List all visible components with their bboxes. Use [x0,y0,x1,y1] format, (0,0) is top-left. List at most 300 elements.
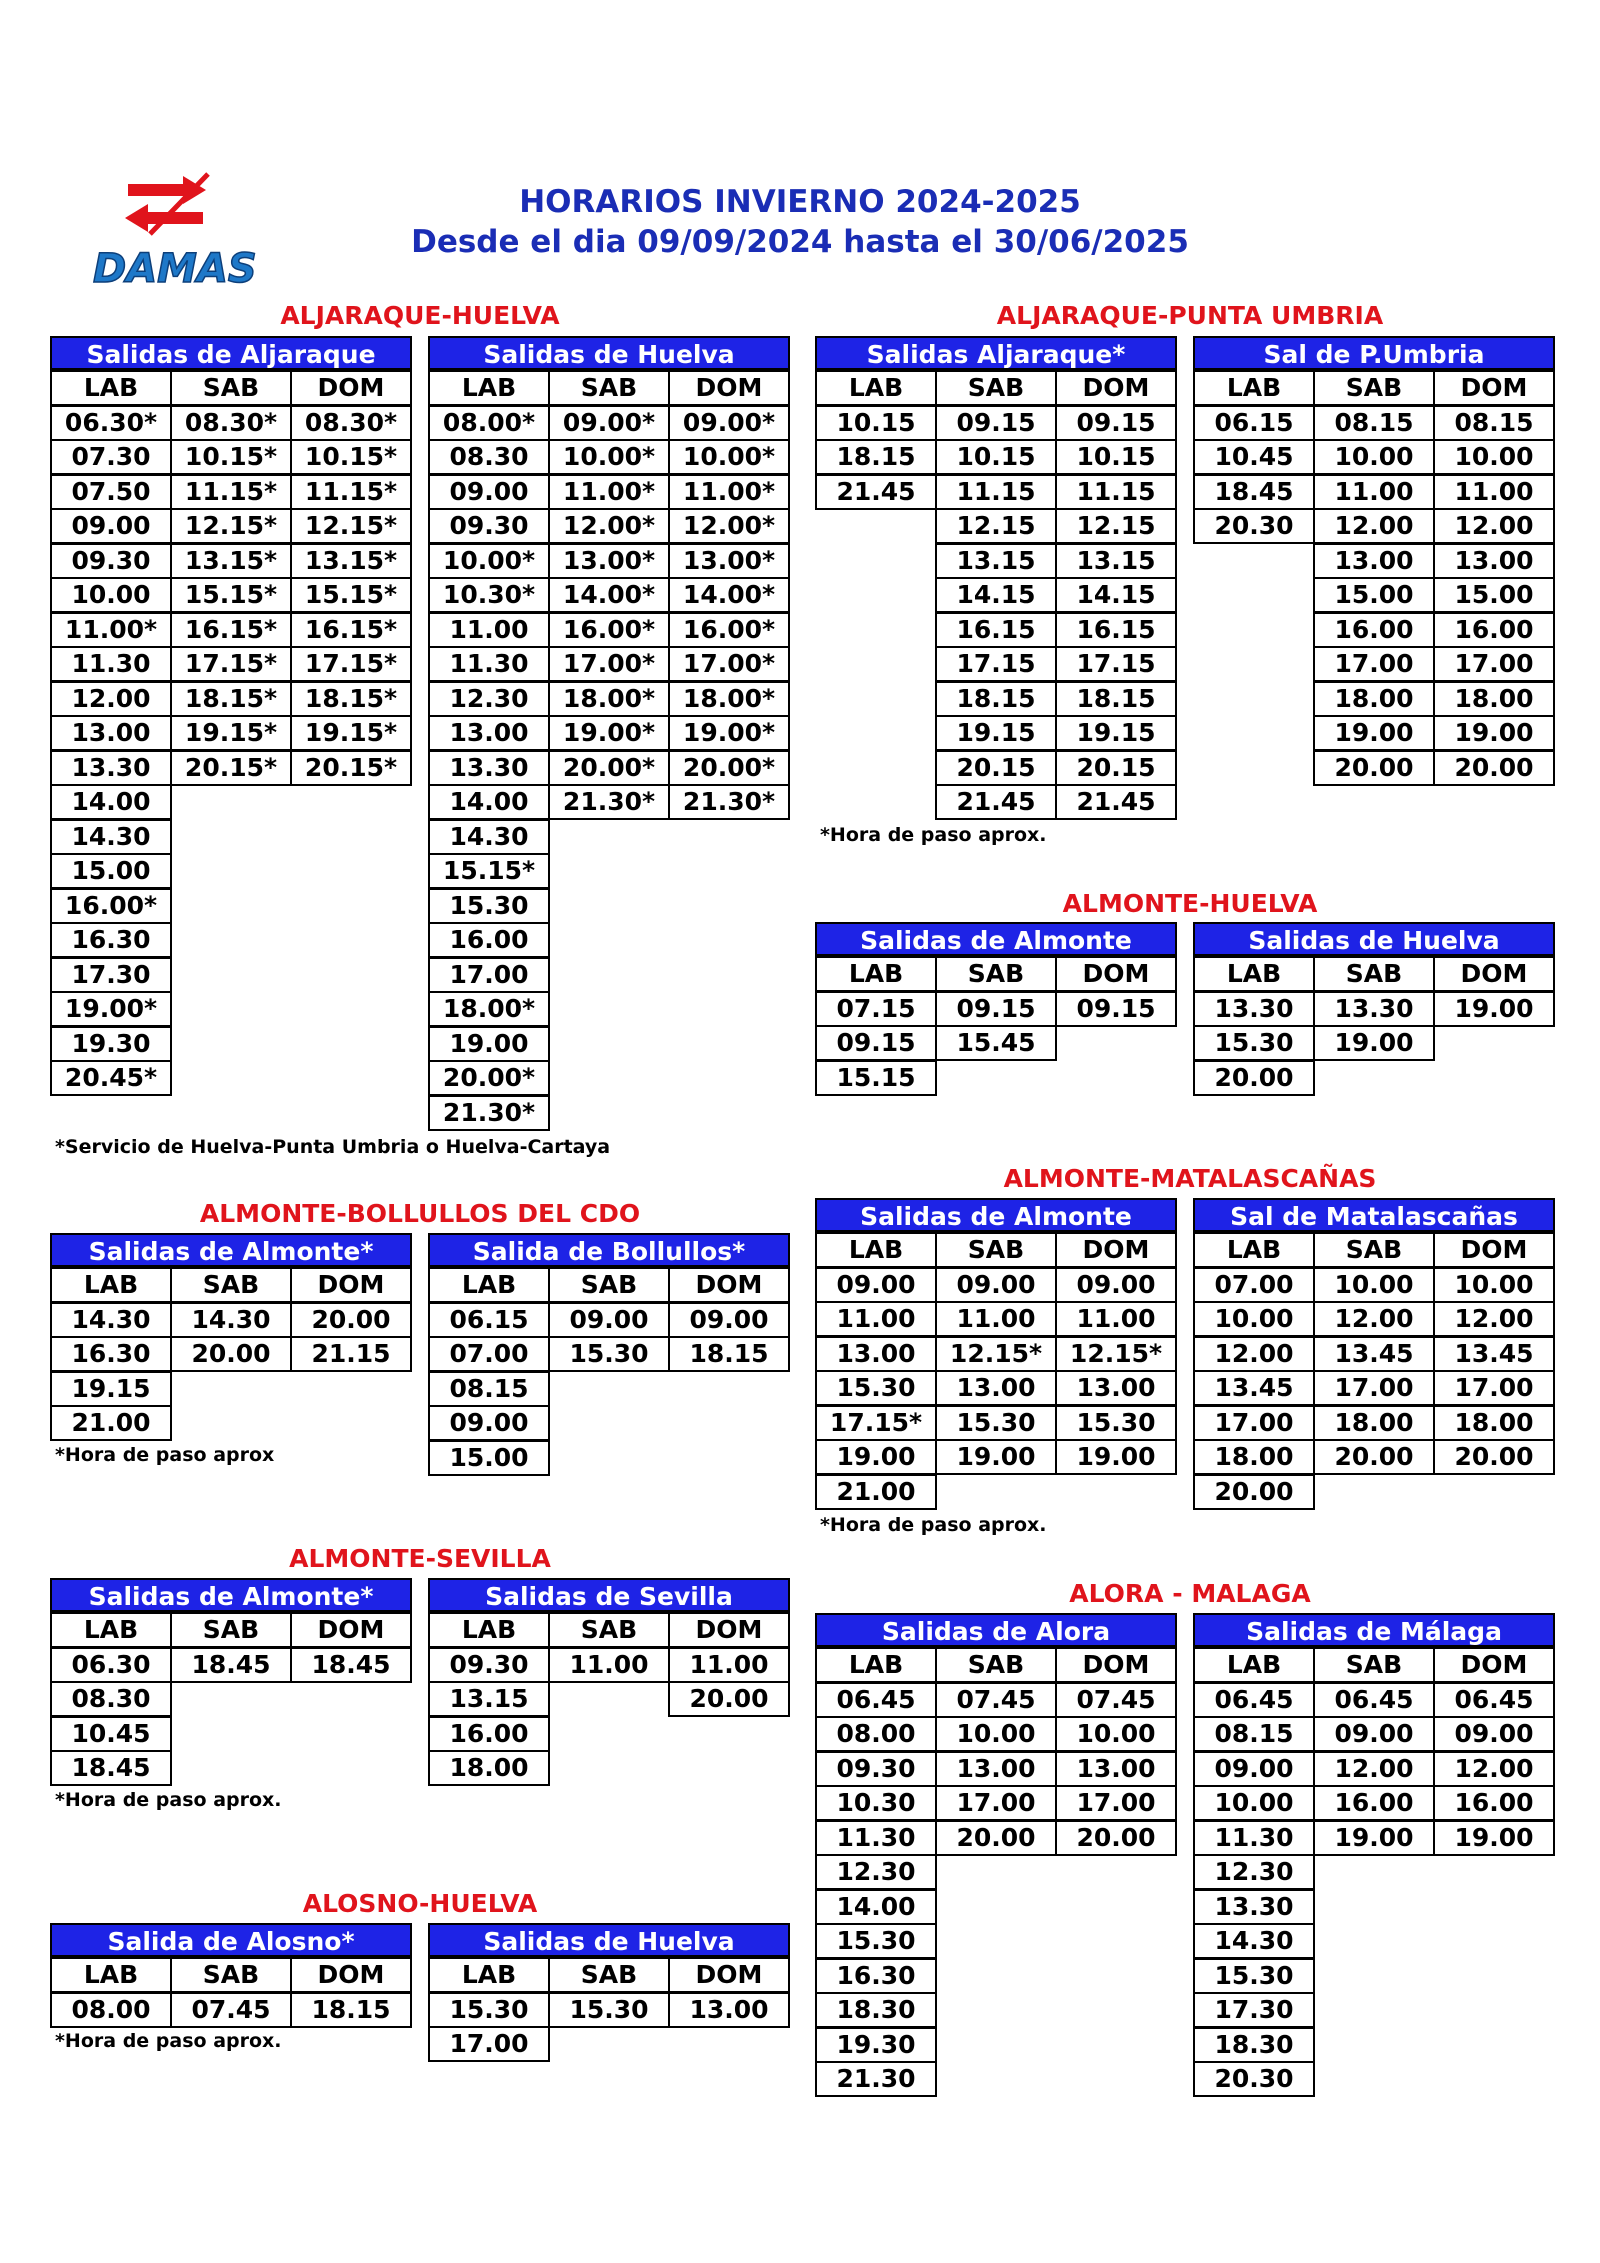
time-cell-dom: 18.15 [290,1992,412,2028]
time-cell-lab: 08.15 [428,1371,550,1407]
time-cell-sab: 16.00 [1313,612,1435,648]
time-cell-lab: 09.30 [428,1647,550,1683]
column-header-lab: LAB [50,370,172,406]
time-cell-dom: 21.45 [1055,784,1177,820]
time-cell-sab: 15.30 [935,1405,1057,1441]
time-cell-lab: 10.45 [1193,439,1315,475]
time-cell-lab: 12.30 [428,681,550,717]
time-cell-dom: 13.00 [1055,1370,1177,1406]
column-header-lab: LAB [50,1267,172,1303]
column-header-sab: SAB [548,1957,670,1993]
time-cell-sab: 07.45 [170,1992,292,2028]
section-title-alosno-huelva: ALOSNO-HUELVA [302,1889,538,1918]
time-cell-sab: 15.15* [170,577,292,613]
time-cell-dom: 09.00 [668,1302,790,1338]
table-heading: Salidas de Sevilla [428,1578,790,1612]
column-header-dom: DOM [1055,1647,1177,1683]
column-header-lab: LAB [1193,956,1315,992]
time-cell-lab: 13.30 [1193,1889,1315,1925]
time-cell-dom: 11.00 [1433,474,1555,510]
time-cell-dom: 17.00* [668,646,790,682]
time-cell-dom: 10.15 [1055,439,1177,475]
time-cell-dom: 12.00 [1433,1751,1555,1787]
time-cell-dom: 14.15 [1055,577,1177,613]
time-cell-sab: 12.15* [170,508,292,544]
page-title: HORARIOS INVIERNO 2024-2025 [519,184,1081,220]
column-header-lab: LAB [50,1612,172,1648]
time-cell-sab: 19.00* [548,715,670,751]
column-header-sab: SAB [170,1267,292,1303]
time-cell-sab: 16.15 [935,612,1057,648]
time-cell-dom: 16.00 [1433,1785,1555,1821]
time-cell-dom: 18.15* [290,681,412,717]
time-cell-sab: 18.15 [935,681,1057,717]
section-title-almonte-sevilla: ALMONTE-SEVILLA [289,1544,551,1573]
column-header-sab: SAB [935,370,1057,406]
time-cell-dom: 07.45 [1055,1682,1177,1718]
time-cell-lab: 10.00 [50,577,172,613]
table-heading: Salidas de Huelva [1193,922,1555,956]
time-cell-dom: 10.00* [668,439,790,475]
time-cell-lab: 13.30 [50,750,172,786]
time-cell-lab: 17.00 [428,957,550,993]
column-header-sab: SAB [1313,370,1435,406]
time-cell-lab: 09.30 [428,508,550,544]
time-cell-dom: 12.15 [1055,508,1177,544]
time-cell-dom: 20.15 [1055,750,1177,786]
time-cell-sab: 10.00 [935,1716,1057,1752]
note-aljaraque-huelva: *Servicio de Huelva-Punta Umbria o Huelva-Cartaya [55,1136,611,1158]
time-cell-dom: 13.00 [1055,1751,1177,1787]
time-cell-dom: 21.30* [668,784,790,820]
time-cell-sab: 12.00 [1313,1301,1435,1337]
time-cell-dom: 18.15 [1055,681,1177,717]
time-cell-sab: 09.00 [548,1302,670,1338]
time-cell-dom: 12.00 [1433,1301,1555,1337]
time-cell-sab: 11.00 [935,1301,1057,1337]
column-header-dom: DOM [1055,1232,1177,1268]
time-cell-lab: 08.30 [50,1681,172,1717]
time-cell-lab: 15.30 [815,1923,937,1959]
time-cell-lab: 08.00 [815,1716,937,1752]
time-cell-lab: 15.15* [428,853,550,889]
time-cell-lab: 18.00 [1193,1439,1315,1475]
time-cell-dom: 13.15 [1055,543,1177,579]
column-header-dom: DOM [1055,370,1177,406]
time-cell-sab: 12.00* [548,508,670,544]
time-cell-lab: 06.45 [815,1682,937,1718]
time-cell-sab: 11.15* [170,474,292,510]
time-cell-sab: 17.00* [548,646,670,682]
time-cell-sab: 11.15 [935,474,1057,510]
time-cell-sab: 11.00* [548,474,670,510]
time-cell-lab: 10.00* [428,543,550,579]
time-cell-lab: 12.00 [50,681,172,717]
section-title-alora-malaga: ALORA - MALAGA [1069,1579,1311,1608]
column-header-sab: SAB [1313,956,1435,992]
time-cell-sab: 20.00 [1313,1439,1435,1475]
note-bollullos: *Hora de paso aprox [55,1444,275,1466]
time-cell-lab: 21.00 [815,1474,937,1510]
time-cell-lab: 11.30 [50,646,172,682]
time-cell-lab: 07.50 [50,474,172,510]
section-title-aljaraque-huelva: ALJARAQUE-HUELVA [280,301,560,330]
time-cell-sab: 12.00 [1313,1751,1435,1787]
column-header-lab: LAB [1193,1232,1315,1268]
time-cell-dom: 17.15 [1055,646,1177,682]
time-cell-lab: 09.00 [428,1405,550,1441]
column-header-lab: LAB [815,956,937,992]
time-cell-lab: 17.00 [1193,1405,1315,1441]
damas-arrow-icon [88,172,278,292]
time-cell-lab: 17.30 [50,957,172,993]
time-cell-dom: 16.15* [290,612,412,648]
time-cell-lab: 14.30 [428,819,550,855]
note-alosno: *Hora de paso aprox. [55,2030,282,2052]
time-cell-sab: 13.00* [548,543,670,579]
time-cell-lab: 20.00 [1193,1474,1315,1510]
column-header-lab: LAB [815,1647,937,1683]
time-cell-lab: 18.00 [428,1750,550,1786]
time-cell-sab: 14.15 [935,577,1057,613]
time-cell-lab: 15.30 [815,1370,937,1406]
time-cell-lab: 06.30 [50,1647,172,1683]
time-cell-sab: 19.00 [1313,1820,1435,1856]
time-cell-lab: 13.30 [1193,991,1315,1027]
time-cell-sab: 10.00 [1313,1267,1435,1303]
time-cell-dom: 19.00 [1433,715,1555,751]
column-header-sab: SAB [935,956,1057,992]
time-cell-sab: 18.00* [548,681,670,717]
column-header-dom: DOM [1055,956,1177,992]
column-header-dom: DOM [1433,1232,1555,1268]
time-cell-sab: 15.45 [935,1025,1057,1061]
time-cell-lab: 12.00 [1193,1336,1315,1372]
time-cell-lab: 14.30 [50,819,172,855]
time-cell-lab: 07.00 [1193,1267,1315,1303]
time-cell-sab: 17.00 [1313,1370,1435,1406]
time-cell-dom: 11.00 [1055,1301,1177,1337]
time-cell-dom: 15.30 [1055,1405,1177,1441]
time-cell-lab: 19.30 [815,2027,937,2063]
time-cell-sab: 20.00 [170,1336,292,1372]
time-cell-sab: 17.00 [935,1785,1057,1821]
time-cell-sab: 19.15* [170,715,292,751]
time-cell-dom: 18.45 [290,1647,412,1683]
time-cell-dom: 18.15 [668,1336,790,1372]
time-cell-dom: 08.15 [1433,405,1555,441]
column-header-lab: LAB [428,1267,550,1303]
time-cell-dom: 20.00 [1433,1439,1555,1475]
note-sevilla: *Hora de paso aprox. [55,1789,282,1811]
time-cell-lab: 07.15 [815,991,937,1027]
time-cell-dom: 17.00 [1433,1370,1555,1406]
time-cell-sab: 09.00* [548,405,670,441]
time-cell-dom: 16.00 [1433,612,1555,648]
time-cell-sab: 09.15 [935,991,1057,1027]
column-header-sab: SAB [935,1232,1057,1268]
time-cell-dom: 21.15 [290,1336,412,1372]
time-cell-sab: 16.00* [548,612,670,648]
time-cell-dom: 19.00* [668,715,790,751]
column-header-lab: LAB [815,1232,937,1268]
column-header-lab: LAB [1193,1647,1315,1683]
time-cell-lab: 06.15 [428,1302,550,1338]
time-cell-dom: 11.00* [668,474,790,510]
time-cell-lab: 08.00 [50,1992,172,2028]
time-cell-lab: 08.00* [428,405,550,441]
time-cell-sab: 18.45 [170,1647,292,1683]
time-cell-lab: 18.30 [1193,2027,1315,2063]
time-cell-lab: 11.30 [428,646,550,682]
time-cell-sab: 13.00 [935,1751,1057,1787]
column-header-lab: LAB [815,370,937,406]
time-cell-lab: 10.30 [815,1785,937,1821]
time-cell-sab: 20.15* [170,750,292,786]
time-cell-lab: 09.15 [815,1025,937,1061]
time-cell-lab: 15.15 [815,1060,937,1096]
time-cell-lab: 15.30 [1193,1025,1315,1061]
column-header-sab: SAB [548,1267,670,1303]
time-cell-dom: 19.00 [1433,991,1555,1027]
section-title-almonte-matalascanas: ALMONTE-MATALASCAÑAS [1003,1164,1377,1193]
time-cell-sab: 17.15 [935,646,1057,682]
time-cell-sab: 19.00 [1313,1025,1435,1061]
time-cell-dom: 18.00 [1433,681,1555,717]
time-cell-lab: 11.30 [1193,1820,1315,1856]
time-cell-lab: 13.00 [428,715,550,751]
time-cell-lab: 16.00 [428,922,550,958]
time-cell-lab: 11.30 [815,1820,937,1856]
table-heading: Salidas de Málaga [1193,1613,1555,1647]
time-cell-sab: 07.45 [935,1682,1057,1718]
time-cell-dom: 14.00* [668,577,790,613]
page-subtitle: Desde el dia 09/09/2024 hasta el 30/06/2025 [411,224,1189,260]
section-title-almonte-bollullos: ALMONTE-BOLLULLOS DEL CDO [199,1199,641,1228]
time-cell-sab: 16.15* [170,612,292,648]
time-cell-lab: 16.30 [50,922,172,958]
time-cell-dom: 13.00* [668,543,790,579]
time-cell-lab: 18.30 [815,1992,937,2028]
time-cell-lab: 21.45 [815,474,937,510]
column-header-sab: SAB [548,1612,670,1648]
time-cell-lab: 08.30 [428,439,550,475]
time-cell-dom: 20.00 [1055,1820,1177,1856]
damas-logo [88,172,278,292]
table-heading: Salidas de Almonte* [50,1233,412,1267]
time-cell-lab: 09.30 [50,543,172,579]
time-cell-lab: 17.30 [1193,1992,1315,2028]
column-header-lab: LAB [428,1612,550,1648]
time-cell-sab: 15.30 [548,1336,670,1372]
column-header-dom: DOM [290,1612,412,1648]
time-cell-dom: 13.15* [290,543,412,579]
time-cell-dom: 09.15 [1055,991,1177,1027]
time-cell-lab: 16.00 [428,1716,550,1752]
column-header-dom: DOM [668,1957,790,1993]
time-cell-dom: 11.15 [1055,474,1177,510]
time-cell-lab: 13.30 [428,750,550,786]
time-cell-lab: 11.00 [815,1301,937,1337]
column-header-sab: SAB [170,1612,292,1648]
time-cell-dom: 13.00 [1433,543,1555,579]
time-cell-lab: 16.00* [50,888,172,924]
time-cell-sab: 10.15* [170,439,292,475]
time-cell-dom: 12.00 [1433,508,1555,544]
time-cell-sab: 13.45 [1313,1336,1435,1372]
time-cell-dom: 20.00 [668,1681,790,1717]
time-cell-lab: 21.30 [815,2061,937,2097]
time-cell-sab: 14.30 [170,1302,292,1338]
time-cell-sab: 12.15* [935,1336,1057,1372]
time-cell-dom: 16.15 [1055,612,1177,648]
column-header-lab: LAB [428,370,550,406]
time-cell-lab: 17.00 [428,2026,550,2062]
time-cell-lab: 14.00 [428,784,550,820]
time-cell-sab: 12.15 [935,508,1057,544]
time-cell-sab: 13.15* [170,543,292,579]
time-cell-lab: 20.45* [50,1060,172,1096]
time-cell-sab: 13.00 [1313,543,1435,579]
time-cell-lab: 11.00* [50,612,172,648]
time-cell-lab: 16.30 [50,1336,172,1372]
note-punta-umbria: *Hora de paso aprox. [820,824,1047,846]
time-cell-lab: 14.00 [815,1889,937,1925]
time-cell-lab: 09.30 [815,1751,937,1787]
table-heading: Salida de Bollullos* [428,1233,790,1267]
time-cell-sab: 08.15 [1313,405,1435,441]
time-cell-lab: 20.00* [428,1060,550,1096]
time-cell-sab: 16.00 [1313,1785,1435,1821]
column-header-dom: DOM [1433,956,1555,992]
time-cell-sab: 17.00 [1313,646,1435,682]
time-cell-dom: 10.00 [1433,439,1555,475]
time-cell-lab: 06.15 [1193,405,1315,441]
column-header-dom: DOM [668,370,790,406]
column-header-sab: SAB [548,370,670,406]
time-cell-lab: 12.30 [1193,1854,1315,1890]
time-cell-lab: 13.45 [1193,1370,1315,1406]
time-cell-dom: 06.45 [1433,1682,1555,1718]
time-cell-lab: 14.00 [50,784,172,820]
time-cell-dom: 13.45 [1433,1336,1555,1372]
time-cell-dom: 20.00* [668,750,790,786]
table-heading: Salidas de Almonte* [50,1578,412,1612]
table-heading: Salidas de Almonte [815,922,1177,956]
section-title-aljaraque-punta-umbria: ALJARAQUE-PUNTA UMBRIA [996,301,1384,330]
time-cell-dom: 18.00* [668,681,790,717]
time-cell-lab: 13.00 [815,1336,937,1372]
time-cell-dom: 10.00 [1055,1716,1177,1752]
time-cell-lab: 10.30* [428,577,550,613]
column-header-sab: SAB [170,370,292,406]
time-cell-dom: 12.15* [1055,1336,1177,1372]
time-cell-lab: 10.00 [1193,1785,1315,1821]
time-cell-dom: 18.00 [1433,1405,1555,1441]
time-cell-dom: 12.15* [290,508,412,544]
time-cell-sab: 11.00 [548,1647,670,1683]
time-cell-sab: 15.00 [1313,577,1435,613]
section-title-almonte-huelva: ALMONTE-HUELVA [1062,889,1318,918]
time-cell-lab: 15.00 [50,853,172,889]
time-cell-lab: 17.15* [815,1405,937,1441]
time-cell-dom: 10.00 [1433,1267,1555,1303]
time-cell-dom: 15.00 [1433,577,1555,613]
time-cell-dom: 17.15* [290,646,412,682]
time-cell-lab: 09.00 [815,1267,937,1303]
time-cell-lab: 08.15 [1193,1716,1315,1752]
time-cell-dom: 20.00 [1433,750,1555,786]
time-cell-lab: 19.00 [815,1439,937,1475]
time-cell-sab: 20.00 [1313,750,1435,786]
column-header-dom: DOM [290,1267,412,1303]
table-heading: Salidas de Huelva [428,336,790,370]
time-cell-dom: 09.00 [1055,1267,1177,1303]
column-header-sab: SAB [1313,1232,1435,1268]
brand-name: DAMAS [93,246,257,292]
time-cell-lab: 10.15 [815,405,937,441]
time-cell-lab: 12.30 [815,1854,937,1890]
time-cell-dom: 12.00* [668,508,790,544]
time-cell-dom: 19.00 [1055,1439,1177,1475]
time-cell-lab: 13.15 [428,1681,550,1717]
time-cell-dom: 17.00 [1433,646,1555,682]
table-heading: Salidas de Almonte [815,1198,1177,1232]
table-heading: Salidas de Alora [815,1613,1177,1647]
time-cell-dom: 08.30* [290,405,412,441]
time-cell-lab: 14.30 [50,1302,172,1338]
time-cell-dom: 11.00 [668,1647,790,1683]
time-cell-lab: 13.00 [50,715,172,751]
time-cell-dom: 15.15* [290,577,412,613]
time-cell-lab: 20.30 [1193,508,1315,544]
time-cell-lab: 15.00 [428,1440,550,1476]
time-cell-lab: 19.30 [50,1026,172,1062]
time-cell-sab: 13.15 [935,543,1057,579]
time-cell-sab: 17.15* [170,646,292,682]
column-header-lab: LAB [1193,370,1315,406]
time-cell-sab: 12.00 [1313,508,1435,544]
time-cell-lab: 18.15 [815,439,937,475]
time-cell-sab: 20.00 [935,1820,1057,1856]
table-heading: Sal de P.Umbria [1193,336,1555,370]
time-cell-dom: 09.00 [1433,1716,1555,1752]
time-cell-dom: 19.15 [1055,715,1177,751]
time-cell-lab: 21.00 [50,1405,172,1441]
table-heading: Salidas Aljaraque* [815,336,1177,370]
time-cell-lab: 09.00 [50,508,172,544]
time-cell-lab: 15.30 [428,1992,550,2028]
time-cell-sab: 14.00* [548,577,670,613]
time-cell-sab: 13.00 [935,1370,1057,1406]
note-matalascanas: *Hora de paso aprox. [820,1514,1047,1536]
time-cell-sab: 20.00* [548,750,670,786]
time-cell-dom: 20.15* [290,750,412,786]
time-cell-sab: 09.00 [1313,1716,1435,1752]
column-header-dom: DOM [668,1267,790,1303]
time-cell-dom: 10.15* [290,439,412,475]
time-cell-sab: 09.15 [935,405,1057,441]
time-cell-sab: 10.00* [548,439,670,475]
time-cell-sab: 18.00 [1313,681,1435,717]
time-cell-dom: 17.00 [1055,1785,1177,1821]
column-header-dom: DOM [1433,370,1555,406]
time-cell-sab: 10.15 [935,439,1057,475]
time-cell-sab: 08.30* [170,405,292,441]
time-cell-lab: 06.45 [1193,1682,1315,1718]
time-cell-lab: 07.00 [428,1336,550,1372]
time-cell-dom: 13.00 [668,1992,790,2028]
